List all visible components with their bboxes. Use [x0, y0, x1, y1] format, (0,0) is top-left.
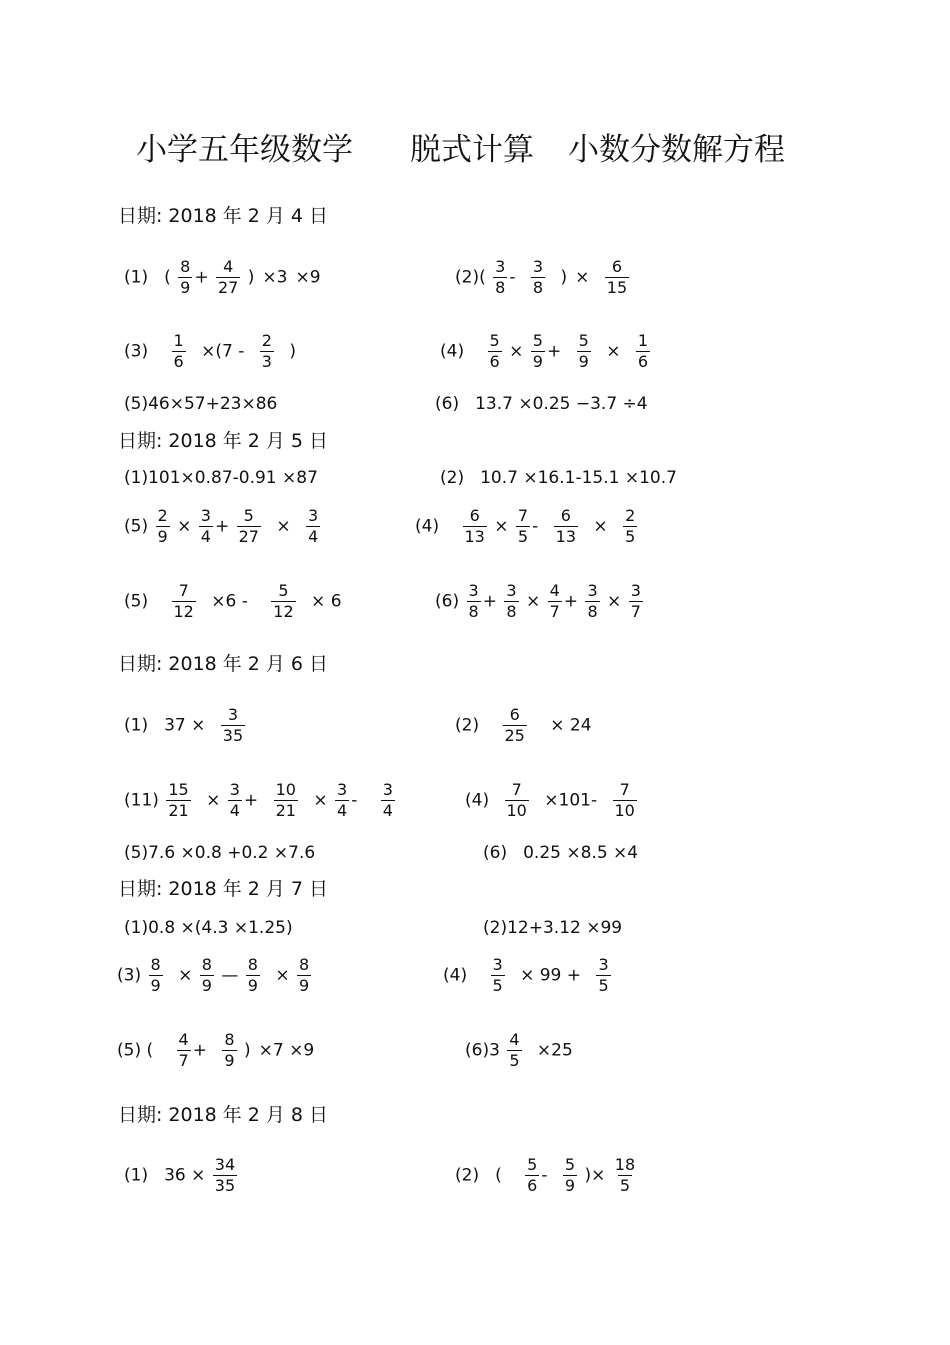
math-token: 7 — [511, 780, 522, 799]
fraction — [297, 955, 311, 996]
math-token: 6 — [509, 705, 520, 724]
fraction — [178, 257, 192, 298]
math-token: (1) — [124, 715, 149, 736]
math-token: (7 - — [215, 341, 245, 362]
math-token: 2 — [157, 506, 168, 525]
math-token: 2 — [247, 1104, 260, 1126]
math-token: × 6 — [311, 591, 342, 612]
math-token: 35 — [214, 1176, 236, 1195]
math-token: (6) — [465, 1040, 490, 1061]
math-token: 1 — [173, 331, 184, 350]
math-token: ) — [289, 341, 296, 362]
math-token: 2018 — [168, 878, 217, 900]
problem-d5-2 — [455, 1155, 639, 1196]
title-subtopic: 小数分数解方程 — [568, 132, 785, 168]
math-token: 9 — [299, 976, 310, 995]
math-token: 年 — [222, 878, 242, 900]
problem-d1-1 — [124, 257, 321, 298]
math-token: 9 — [150, 976, 161, 995]
fraction — [246, 955, 260, 996]
math-token: - — [351, 790, 358, 811]
math-token: 9 — [201, 976, 212, 995]
math-token: × — [206, 790, 221, 811]
math-token: (5) — [124, 516, 149, 537]
math-token: 日 — [308, 653, 328, 675]
math-token: 7 — [178, 581, 189, 600]
math-token: 21 — [275, 801, 296, 820]
math-token: 12+3.12 ×99 — [507, 918, 623, 938]
problem-d4-4 — [443, 955, 613, 996]
math-token: 13 — [555, 527, 577, 546]
math-token: 2 — [247, 653, 260, 675]
math-token: 4 — [178, 1030, 189, 1049]
problem-d4-2 — [483, 917, 622, 939]
math-token: (2) — [483, 918, 508, 938]
math-token: ) — [584, 1165, 592, 1186]
math-token: 4 — [509, 1030, 520, 1049]
math-token: + — [482, 591, 497, 612]
math-token: 年 — [222, 205, 242, 227]
math-token: ) — [243, 1040, 251, 1061]
math-token: ×9 — [295, 267, 321, 288]
problem-d1-2 — [455, 257, 631, 298]
math-token: 7 — [517, 506, 529, 525]
math-token: 5 — [619, 1176, 631, 1195]
math-token: (4) — [415, 516, 440, 537]
math-token: 年 — [222, 1104, 242, 1126]
fraction — [554, 506, 578, 547]
math-token: 日 — [308, 878, 328, 900]
fraction — [274, 780, 298, 821]
math-token: 2 — [261, 331, 272, 350]
math-token: 6 — [469, 506, 480, 525]
math-token: ×25 — [536, 1040, 573, 1061]
fraction — [335, 780, 349, 821]
math-token: 3 — [506, 581, 517, 600]
math-token: × — [607, 591, 622, 612]
math-token: (1) — [124, 1165, 149, 1186]
math-token: 1 — [637, 331, 649, 350]
math-token: 9 — [578, 352, 589, 371]
math-token: (2) — [455, 267, 480, 288]
math-token: × — [575, 267, 590, 288]
math-token: 5 — [509, 1051, 520, 1070]
math-token: 日期: — [118, 878, 163, 900]
fraction — [199, 506, 213, 547]
math-token: × — [275, 965, 290, 986]
fraction — [613, 780, 637, 821]
fraction — [172, 331, 186, 372]
math-token: - — [532, 516, 539, 537]
math-token: 3 — [468, 581, 479, 600]
fraction — [613, 1155, 637, 1196]
problem-d2-6 — [435, 581, 645, 622]
fraction — [213, 1155, 237, 1196]
math-token: 4 — [223, 257, 234, 276]
math-token: 37 × — [164, 715, 206, 736]
math-token: × — [593, 516, 608, 537]
math-token: + — [563, 591, 579, 612]
math-token: 7 — [549, 602, 560, 621]
math-token: × — [606, 341, 621, 362]
math-token: 2018 — [168, 430, 217, 452]
math-token: 3 — [337, 780, 348, 799]
math-token: × — [509, 341, 524, 362]
math-token: (5) — [124, 591, 149, 612]
math-token: (4) — [465, 790, 490, 811]
fraction — [503, 705, 527, 746]
fraction — [491, 955, 505, 996]
fraction — [306, 506, 320, 547]
math-token: 8 — [180, 257, 191, 276]
fraction — [577, 331, 591, 372]
math-token: 2 — [247, 430, 260, 452]
math-token: (1) — [124, 918, 149, 938]
math-token: 0.8 ×(4.3 ×1.25) — [148, 918, 293, 938]
math-token: 月 — [265, 205, 285, 227]
fraction — [548, 581, 562, 622]
fraction — [531, 257, 545, 298]
math-token: 4 — [290, 205, 303, 227]
math-token: 8 — [201, 955, 212, 974]
math-token: 8 — [506, 602, 517, 621]
math-token: 5 — [564, 1155, 576, 1174]
math-token: 2018 — [168, 1104, 217, 1126]
math-token: (6) — [483, 843, 508, 863]
math-token: (4) — [440, 341, 465, 362]
math-token: 3 — [200, 506, 211, 525]
math-token: 7 — [178, 1051, 189, 1070]
fraction — [149, 955, 163, 996]
fraction — [563, 1155, 577, 1196]
fraction — [585, 581, 599, 622]
math-token: 3 — [229, 780, 240, 799]
math-token: × — [591, 1165, 606, 1186]
problem-d2-3 — [124, 506, 322, 547]
problem-d2-1 — [124, 467, 318, 489]
math-token: ( — [164, 267, 171, 288]
date-heading-4 — [118, 876, 334, 902]
math-token: 年 — [222, 653, 242, 675]
fraction — [463, 506, 487, 547]
title-topic: 脱式计算 — [410, 132, 534, 168]
problem-d1-3 — [124, 331, 296, 372]
math-token: 5 — [517, 527, 529, 546]
math-token: 月 — [265, 430, 285, 452]
fraction — [504, 581, 518, 622]
math-token: (5) ( — [117, 1040, 154, 1061]
problem-d1-6 — [435, 393, 648, 415]
math-token: + — [194, 267, 209, 288]
math-token: 5 — [489, 331, 500, 350]
math-token: ×3 — [262, 267, 288, 288]
fraction — [623, 506, 637, 547]
math-token: × 99 + — [520, 965, 582, 986]
math-token: 35 — [222, 726, 244, 745]
fraction — [221, 705, 245, 746]
math-token: 8 — [150, 955, 161, 974]
math-token: (2) — [455, 1165, 480, 1186]
math-token: 8 — [299, 955, 310, 974]
math-token: 3 — [382, 780, 393, 799]
math-token: 9 — [224, 1051, 235, 1070]
math-token: 日期: — [118, 653, 163, 675]
fraction — [260, 331, 274, 372]
math-token: ( — [479, 267, 486, 288]
date-heading-1 — [118, 203, 334, 229]
fraction — [381, 780, 395, 821]
math-token: 7 — [290, 878, 303, 900]
math-token: 年 — [222, 430, 242, 452]
math-token: (5) — [124, 843, 149, 863]
math-token: (11) — [124, 790, 159, 811]
date-heading-5 — [118, 1102, 334, 1128]
math-token: (2) — [440, 468, 465, 488]
math-token: 9 — [180, 278, 191, 297]
fraction — [222, 1030, 236, 1071]
problem-d3-2 — [455, 705, 592, 746]
math-token: 15 — [606, 278, 628, 297]
math-token: 8 — [290, 1104, 303, 1126]
math-token: 日期: — [118, 205, 163, 227]
math-token: × — [494, 516, 509, 537]
problem-d3-5 — [124, 842, 315, 864]
math-token: 27 — [217, 278, 239, 297]
math-token: 3 — [630, 581, 641, 600]
math-token: 6 — [489, 352, 500, 371]
problem-d4-1 — [124, 917, 293, 939]
math-token: + — [546, 341, 562, 362]
math-token: ) — [247, 267, 255, 288]
math-token: 12 — [173, 602, 194, 621]
problem-d5-1 — [124, 1155, 239, 1196]
math-token: 8 — [468, 602, 479, 621]
math-token: 6 — [290, 653, 303, 675]
math-token: 10 — [614, 801, 635, 820]
fraction — [525, 1155, 539, 1196]
math-token: 4 — [337, 801, 348, 820]
math-token: 3 — [261, 352, 272, 371]
math-token: 3 — [495, 257, 506, 276]
math-token: 3 — [227, 705, 239, 724]
math-token: 15 — [168, 780, 189, 799]
fraction — [488, 331, 502, 372]
math-token: 3 — [308, 506, 319, 525]
math-token: 25 — [504, 726, 525, 745]
math-token: 5 — [492, 976, 503, 995]
math-token: × — [201, 341, 216, 362]
math-token: × — [276, 516, 291, 537]
math-token: 2 — [247, 205, 260, 227]
problem-d1-5 — [124, 393, 277, 415]
math-token: 9 — [157, 527, 168, 546]
date-heading-2 — [118, 428, 334, 454]
fraction — [228, 780, 242, 821]
math-token: × — [177, 516, 192, 537]
fraction — [596, 955, 610, 996]
fraction — [172, 581, 196, 622]
math-token: 5 — [532, 331, 543, 350]
problem-d3-6 — [483, 842, 638, 864]
fraction — [507, 1030, 521, 1071]
math-token: 18 — [614, 1155, 636, 1174]
math-token: 13.7 ×0.25 −3.7 ÷4 — [475, 394, 648, 414]
math-token: 4 — [308, 527, 319, 546]
math-token: ×6 - — [211, 591, 248, 612]
fraction — [166, 780, 190, 821]
math-token: ×101- — [544, 790, 598, 811]
title-grade: 小学五年级数学 — [136, 132, 353, 168]
math-token: 7 — [630, 602, 641, 621]
math-token: — — [221, 965, 239, 986]
problem-d4-6 — [465, 1030, 573, 1071]
problem-d4-3 — [117, 955, 313, 996]
math-token: 13 — [464, 527, 485, 546]
fraction — [531, 331, 545, 372]
math-token: 101×0.87-0.91 ×87 — [148, 468, 318, 488]
math-token: + — [214, 516, 230, 537]
fraction — [629, 581, 643, 622]
math-token: 4 — [200, 527, 211, 546]
math-token: 日期: — [118, 1104, 163, 1126]
math-token: (1) — [124, 267, 149, 288]
math-token: 4 — [229, 801, 240, 820]
math-token: + — [243, 790, 259, 811]
fraction — [493, 257, 507, 298]
math-token: 21 — [168, 801, 189, 820]
math-token: 12 — [273, 602, 294, 621]
math-token: 36 × — [164, 1165, 206, 1186]
fraction — [200, 955, 214, 996]
fraction — [216, 257, 240, 298]
math-token: 5 — [578, 331, 589, 350]
math-token: 日 — [308, 205, 328, 227]
math-token: × 24 — [550, 715, 592, 736]
math-token: 9 — [247, 976, 258, 995]
math-token: 4 — [549, 581, 560, 600]
math-token: 5 — [625, 527, 636, 546]
problem-d2-5 — [124, 581, 342, 622]
math-token: 46×57+23×86 — [148, 394, 278, 414]
math-token: 5 — [243, 506, 254, 525]
math-token: × — [178, 965, 193, 986]
math-token: 0.25 ×8.5 ×4 — [523, 843, 639, 863]
math-token: 3 — [598, 955, 609, 974]
math-token: 8 — [532, 278, 544, 297]
math-token: (1) — [124, 468, 149, 488]
math-token: (2) — [455, 715, 480, 736]
math-token: 6 — [527, 1176, 538, 1195]
math-token: × — [525, 591, 541, 612]
math-token: 月 — [265, 1104, 285, 1126]
math-token: 6 — [173, 352, 184, 371]
math-token: 10 — [275, 780, 296, 799]
math-token: 3 — [492, 955, 503, 974]
math-token: 月 — [265, 653, 285, 675]
math-token: - — [541, 1165, 548, 1186]
math-token: ) — [560, 267, 568, 288]
math-token: 3 — [489, 1040, 500, 1061]
date-heading-3 — [118, 651, 334, 677]
math-token: 5 — [290, 430, 303, 452]
math-token: 27 — [238, 527, 259, 546]
fraction — [467, 581, 481, 622]
math-token: 10.7 ×16.1-15.1 ×10.7 — [480, 468, 677, 488]
math-token: (6) — [435, 394, 460, 414]
math-token: 2 — [247, 878, 260, 900]
math-token: 8 — [587, 602, 598, 621]
math-token: (3) — [117, 965, 142, 986]
math-token: 2018 — [168, 653, 217, 675]
math-token: 日 — [308, 430, 328, 452]
fraction — [636, 331, 650, 372]
math-token: ( — [495, 1165, 502, 1186]
math-token: 3 — [587, 581, 598, 600]
math-token: 8 — [495, 278, 506, 297]
fraction — [237, 506, 261, 547]
math-token: 6 — [611, 257, 623, 276]
math-token: 5 — [598, 976, 609, 995]
page-title — [0, 128, 950, 172]
math-token: ×7 ×9 — [258, 1040, 315, 1061]
math-token: 10 — [506, 801, 527, 820]
math-token: 3 — [532, 257, 544, 276]
math-token: 日期: — [118, 430, 163, 452]
fraction — [177, 1030, 191, 1071]
math-token: 6 — [560, 506, 571, 525]
math-token: 2018 — [168, 205, 217, 227]
problem-d2-4 — [415, 506, 639, 547]
problem-d3-4 — [465, 780, 639, 821]
math-token: + — [192, 1040, 207, 1061]
math-token: 日 — [308, 1104, 328, 1126]
problem-d2-2 — [440, 467, 677, 489]
math-token: 8 — [247, 955, 258, 974]
math-token: 5 — [278, 581, 289, 600]
problem-d4-5 — [117, 1030, 314, 1071]
problem-d3-1 — [124, 705, 247, 746]
math-token: 6 — [637, 352, 649, 371]
math-token: 9 — [532, 352, 543, 371]
math-token: - — [509, 267, 516, 288]
math-token: (6) — [435, 591, 460, 612]
math-token: (3) — [124, 341, 149, 362]
math-token: 8 — [224, 1030, 235, 1049]
math-token: (4) — [443, 965, 468, 986]
problem-d3-3 — [124, 780, 397, 821]
fraction — [505, 780, 529, 821]
math-token: 9 — [564, 1176, 576, 1195]
math-token: 7.6 ×0.8 +0.2 ×7.6 — [148, 843, 316, 863]
fraction — [605, 257, 629, 298]
problem-d1-4 — [440, 331, 652, 372]
math-token: 2 — [625, 506, 636, 525]
fraction — [156, 506, 170, 547]
fraction — [271, 581, 295, 622]
math-token: × — [313, 790, 328, 811]
math-token: 4 — [382, 801, 393, 820]
math-token: 7 — [619, 780, 630, 799]
math-token: 月 — [265, 878, 285, 900]
math-token: 5 — [527, 1155, 538, 1174]
fraction — [516, 506, 530, 547]
math-token: (5) — [124, 394, 149, 414]
math-token: 34 — [214, 1155, 236, 1174]
